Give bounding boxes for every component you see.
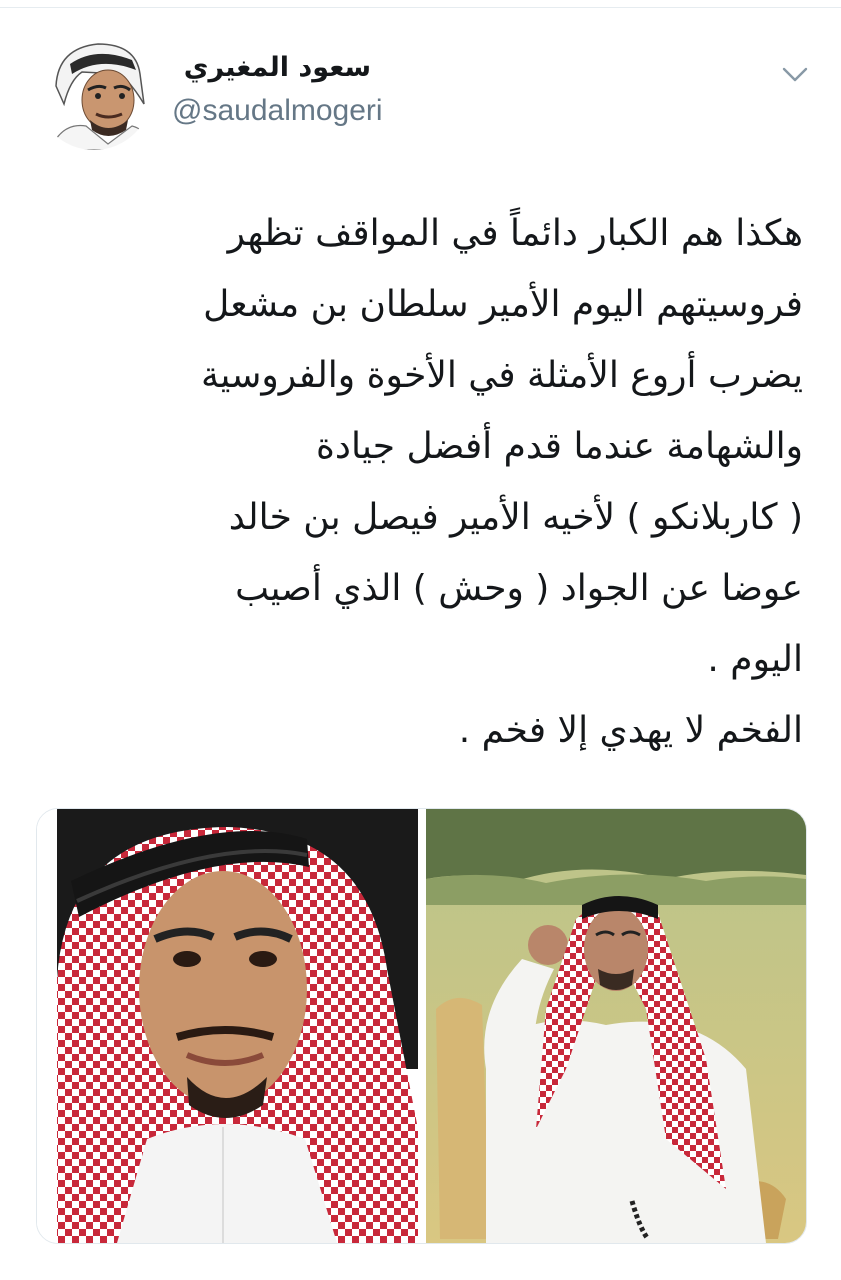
tweet-text-line: يضرب أروع الأمثلة في الأخوة والفروسية	[201, 355, 803, 396]
tweet-text-line: والشهامة عندما قدم أفضل جيادة	[316, 426, 803, 467]
author-avatar[interactable]	[36, 34, 152, 150]
tweet-text	[73, 198, 803, 766]
avatar-caricature-icon	[36, 34, 152, 150]
media-photo-left[interactable]	[37, 809, 418, 1243]
tweet-text-line: ( كاربلانكو ) لأخيه الأمير فيصل بن خالد	[228, 497, 803, 538]
top-divider	[0, 0, 841, 8]
author-handle[interactable]: @saudalmogeri	[172, 94, 383, 127]
tweet-text-line: اليوم .	[707, 639, 803, 680]
tweet-text-line: الفخم لا يهدي إلا فخم .	[458, 710, 803, 751]
tweet-menu-button[interactable]	[778, 62, 812, 88]
media-grid[interactable]	[36, 808, 807, 1244]
media-photo-right[interactable]	[426, 809, 806, 1243]
tweet-text-line: عوضا عن الجواد ( وحش ) الذي أصيب	[235, 568, 803, 609]
author-name[interactable]: سعود المغيري	[183, 52, 371, 83]
tweet-text-line: هكذا هم الكبار دائماً في المواقف تظهر	[227, 213, 803, 254]
chevron-down-icon	[778, 62, 812, 88]
portrait-photo-icon	[426, 809, 806, 1243]
tweet-text-line: فروسيتهم اليوم الأمير سلطان بن مشعل	[203, 284, 803, 325]
portrait-photo-icon	[37, 809, 418, 1243]
